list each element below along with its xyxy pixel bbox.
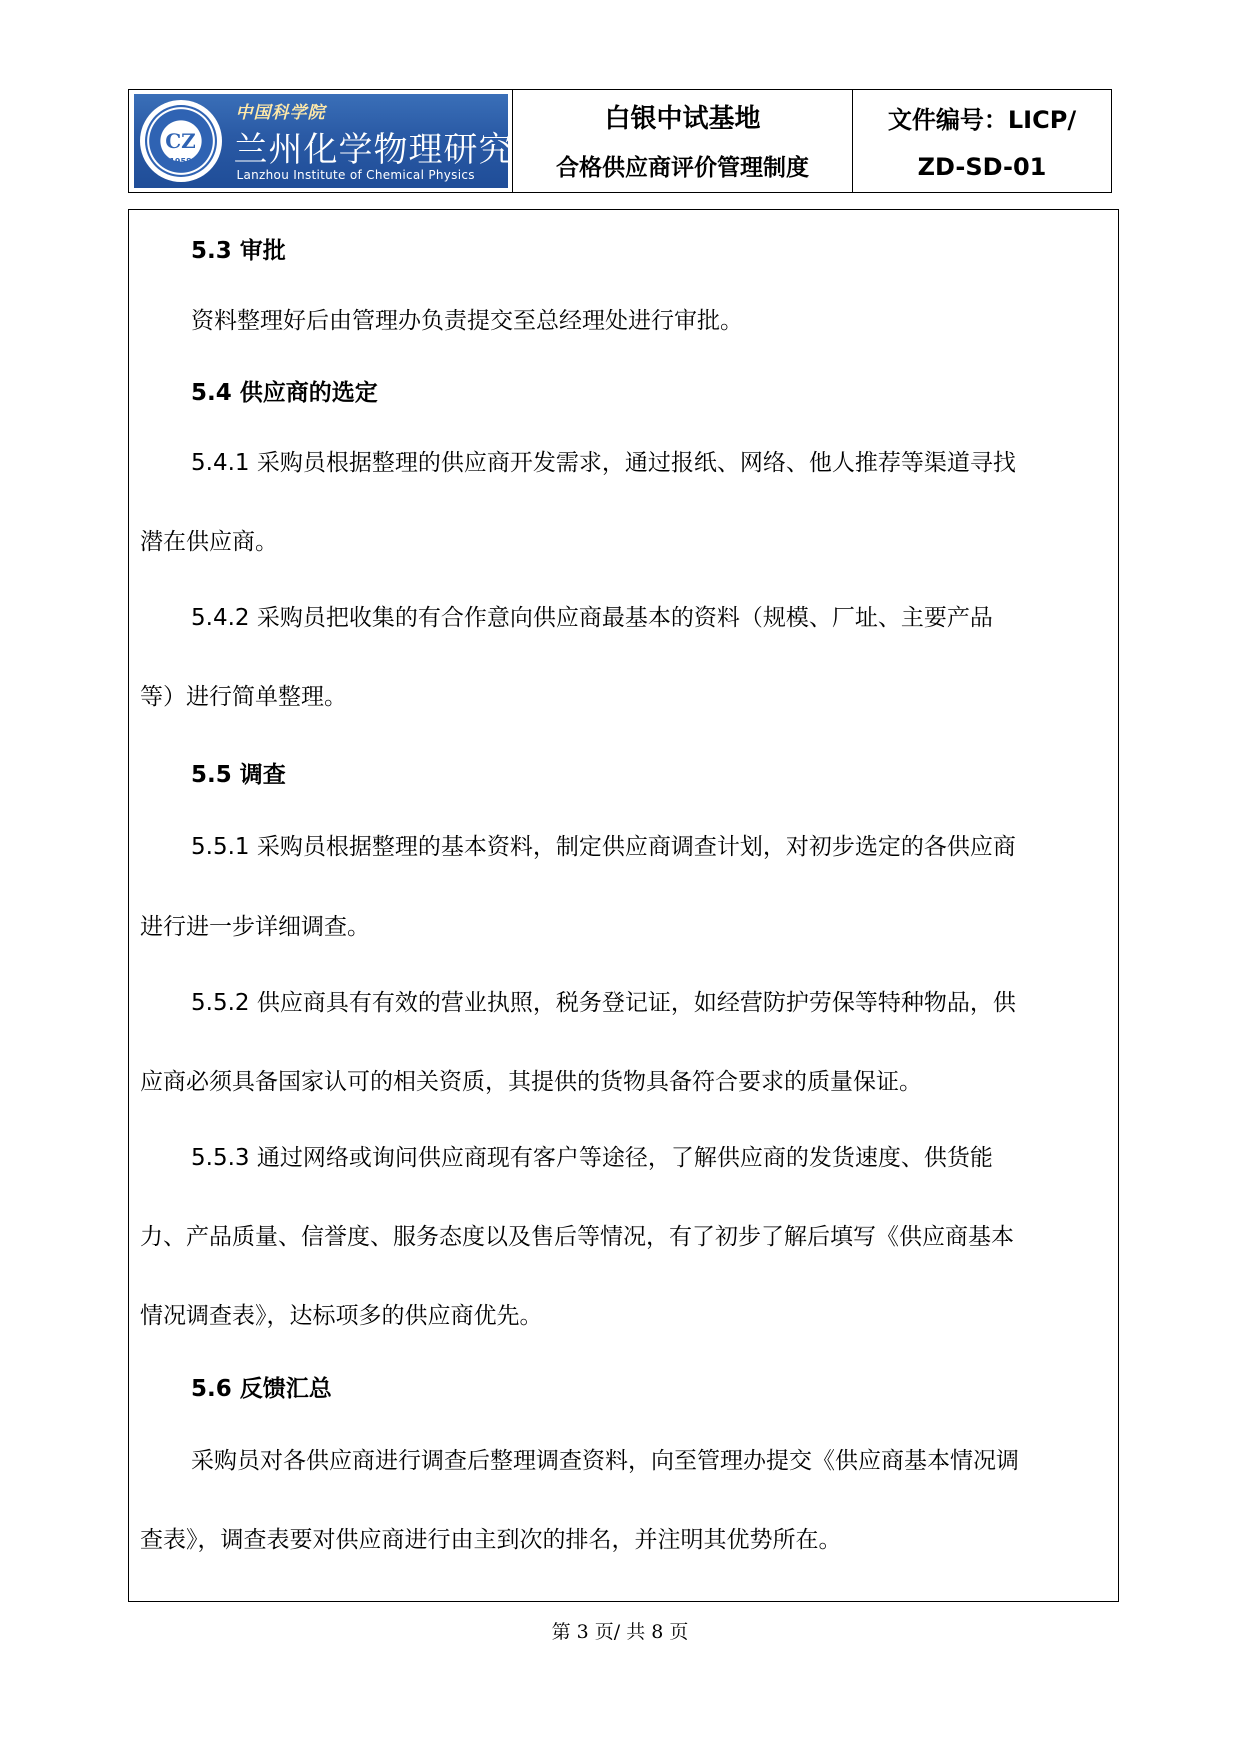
- logo-cn-name: 兰州化学物理研究所: [233, 130, 549, 170]
- section-heading: 5.4 供应商的选定: [191, 380, 378, 406]
- paragraph-line: 5.4.2 采购员把收集的有合作意向供应商最基本的资料（规模、厂址、主要产品: [191, 605, 993, 631]
- paragraph-line: 等）进行简单整理。: [140, 684, 347, 710]
- paragraph-line: 潜在供应商。: [140, 529, 278, 555]
- paragraph-line: 5.5.2 供应商具有有效的营业执照，税务登记证，如经营防护劳保等特种物品，供: [191, 990, 1016, 1016]
- page-number: 第 3 页/ 共 8 页: [551, 1621, 689, 1643]
- emblem-icon: CZ 1958: [140, 100, 222, 182]
- logo-cell: [129, 90, 549, 192]
- document-title: 白银中试基地: [604, 104, 761, 134]
- section-heading: 5.5 调查: [191, 762, 286, 788]
- institute-logo: [134, 94, 549, 188]
- paragraph-line: 资料整理好后由管理办负责提交至总经理处进行审批。: [191, 308, 743, 334]
- paragraph-line: 采购员对各供应商进行调查后整理调查资料，向至管理办提交《供应商基本情况调: [191, 1448, 1019, 1474]
- section-heading: 5.6 反馈汇总: [191, 1376, 332, 1402]
- paragraph-line: 5.5.1 采购员根据整理的基本资料，制定供应商调查计划，对初步选定的各供应商: [191, 834, 1016, 860]
- document-body: [128, 209, 1119, 1602]
- document-header: [128, 89, 1112, 193]
- paragraph-line: 查表》，调查表要对供应商进行由主到次的排名，并注明其优势所在。: [140, 1527, 842, 1553]
- emblem-year: 1958: [169, 157, 192, 166]
- title-cell: [513, 90, 853, 192]
- logo-script-text: 中国科学院: [235, 103, 326, 123]
- document-subtitle: 合格供应商评价管理制度: [556, 155, 809, 181]
- paragraph-line: 5.4.1 采购员根据整理的供应商开发需求，通过报纸、网络、他人推荐等渠道寻找: [191, 450, 1016, 476]
- paragraph-line: 进行进一步详细调查。: [140, 914, 370, 940]
- paragraph-line: 情况调查表》，达标项多的供应商优先。: [140, 1303, 543, 1329]
- section-heading: 5.3 审批: [191, 238, 286, 264]
- paragraph-line: 应商必须具备国家认可的相关资质，其提供的货物具备符合要求的质量保证。: [140, 1069, 922, 1095]
- paragraph-line: 5.5.3 通过网络或询问供应商现有客户等途径，了解供应商的发货速度、供货能: [191, 1145, 993, 1171]
- file-code-label: 文件编号：LICP/: [887, 105, 1077, 134]
- file-code-value: ZD-SD-01: [917, 152, 1047, 181]
- code-cell: [853, 90, 1111, 192]
- paragraph-line: 力、产品质量、信誉度、服务态度以及售后等情况，有了初步了解后填写《供应商基本: [140, 1224, 1014, 1250]
- logo-en-name: Lanzhou Institute of Chemical Physics: [236, 168, 475, 182]
